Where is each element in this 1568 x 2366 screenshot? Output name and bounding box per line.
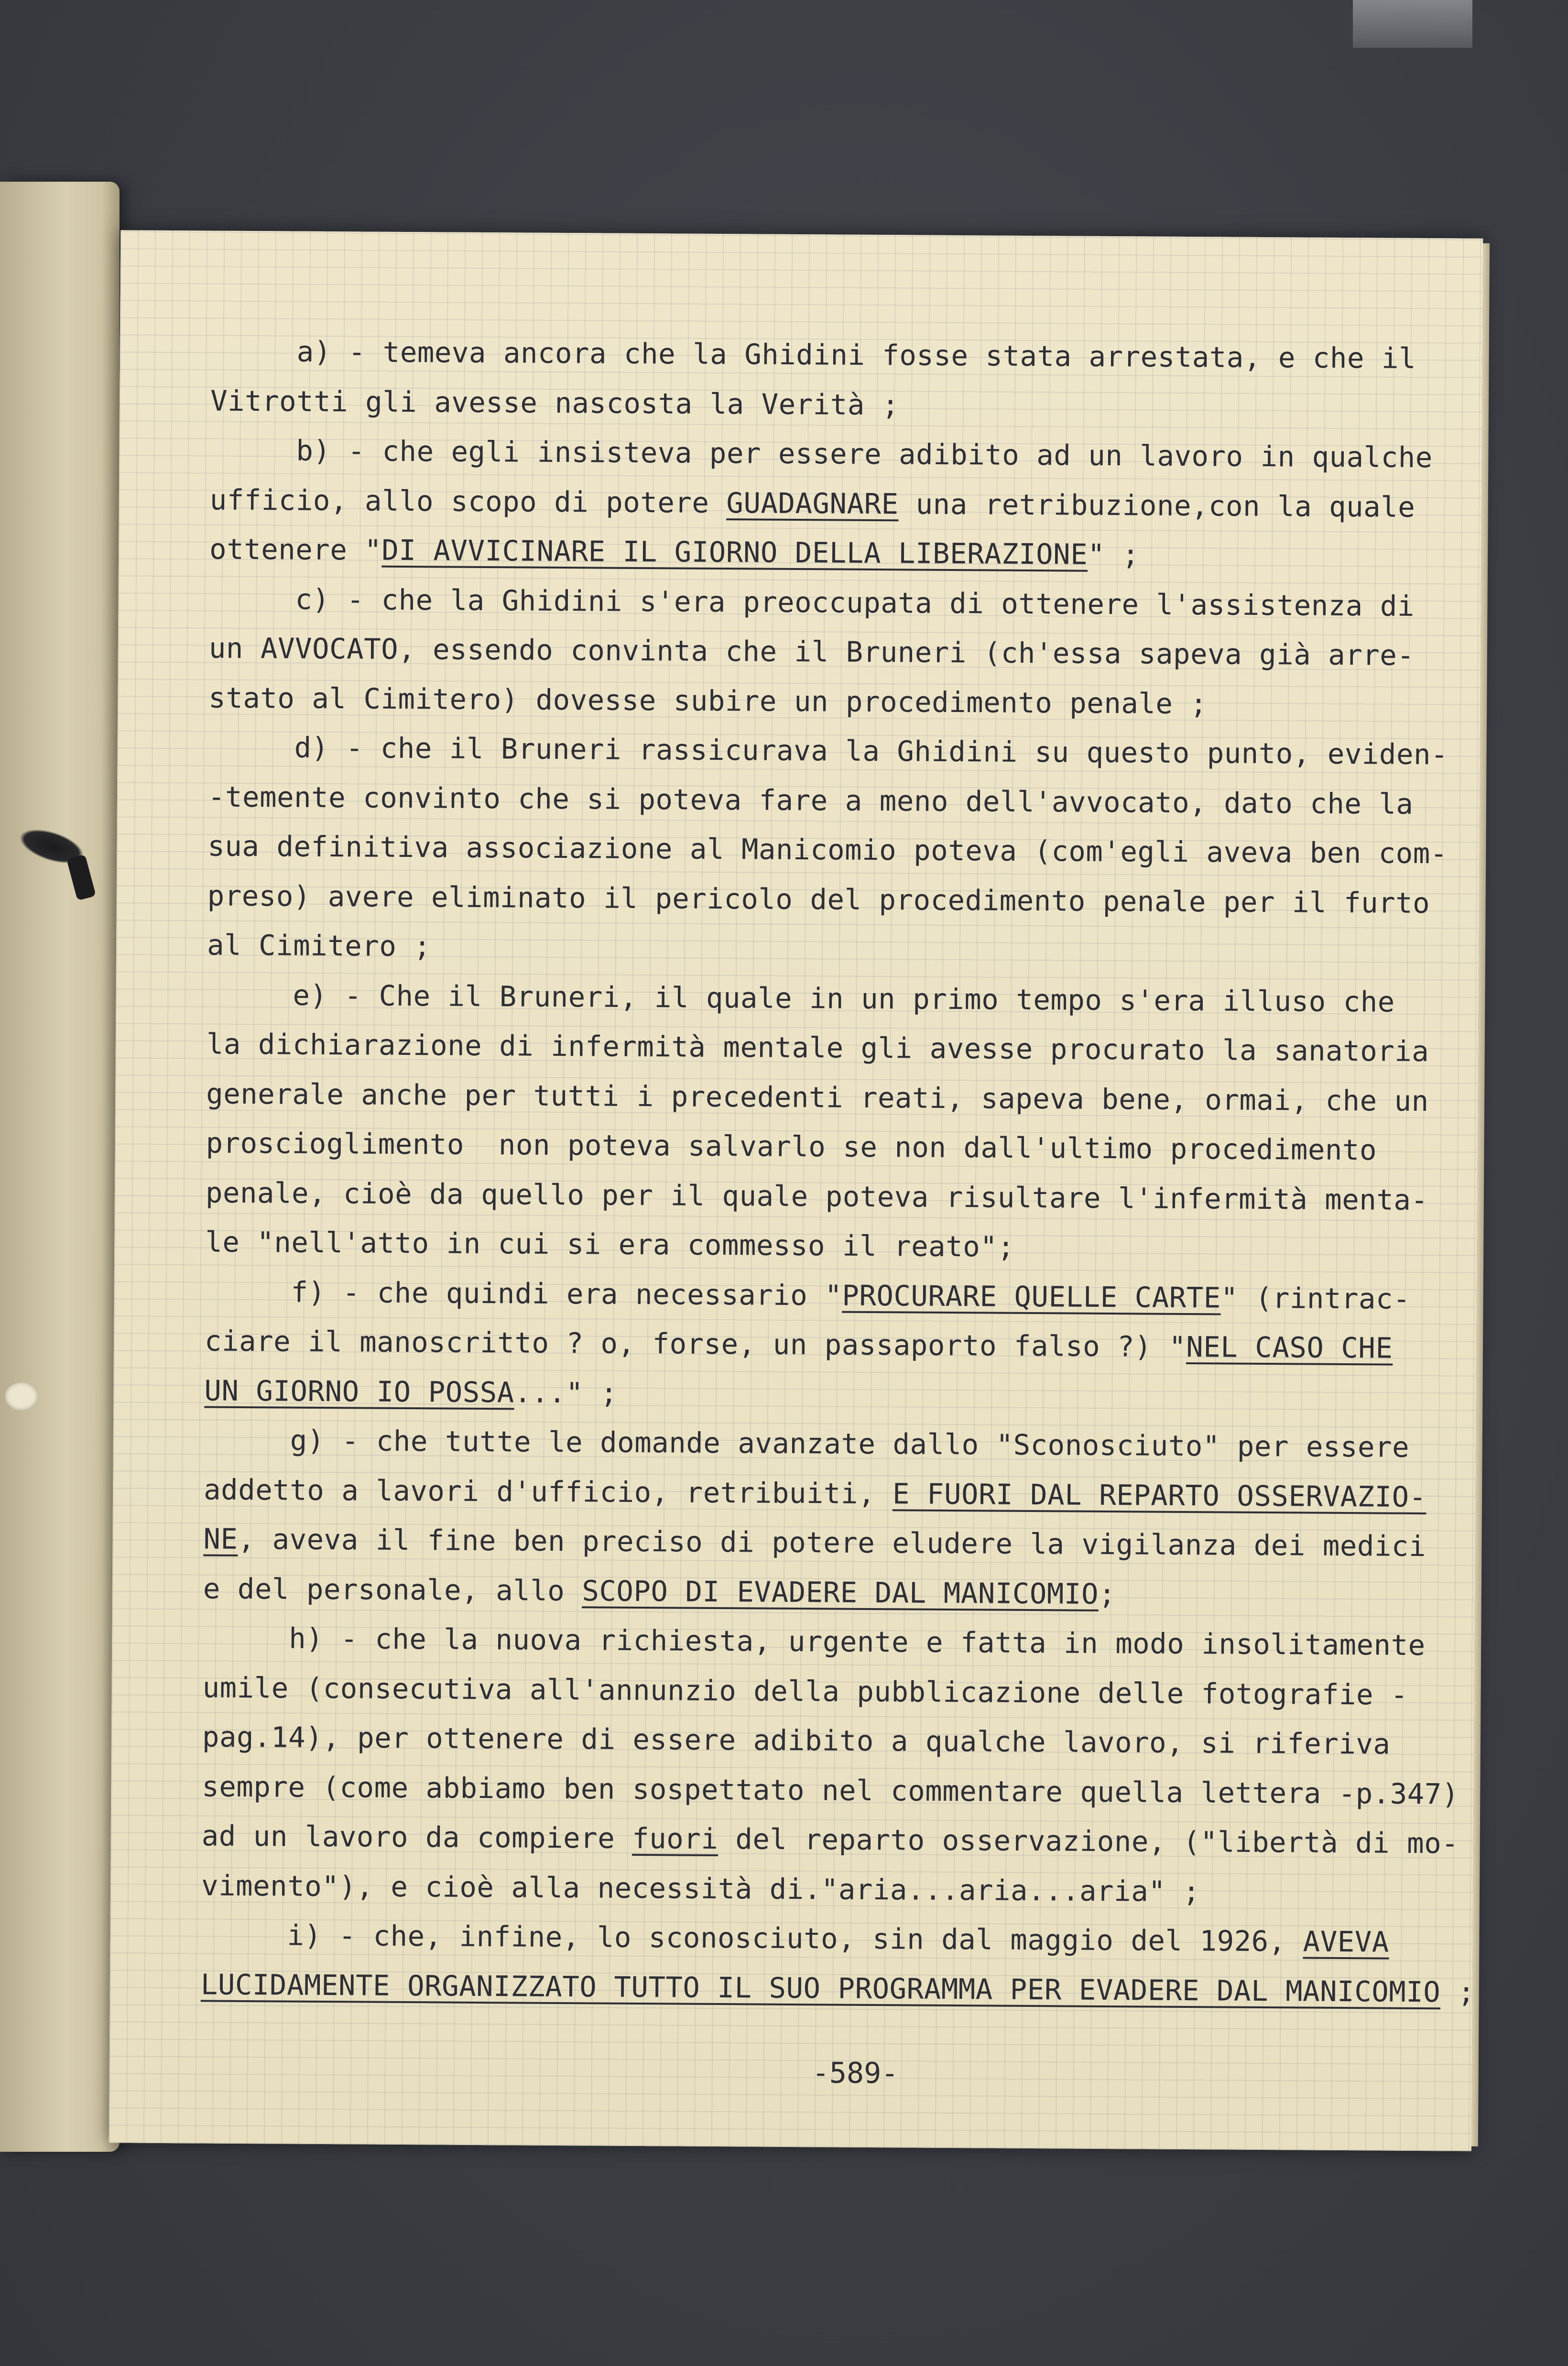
- text-segment: vimento"), e cioè alla necessità di."aria...aria...aria" ;: [201, 1868, 1200, 1908]
- page-number: -589-: [812, 2056, 899, 2091]
- text-segment: c) - che la Ghidini s'era preoccupata di ottenere l'assistenza di: [295, 582, 1415, 623]
- text-segment: una retribuzione,con la quale: [898, 487, 1416, 524]
- text-segment: ;: [1098, 1577, 1116, 1610]
- text-segment: del reparto osservazione, ("libertà di mo-: [718, 1822, 1459, 1860]
- text-segment: pag.14), per ottenere di essere adibito a qualche lavoro, si riferiva: [202, 1720, 1391, 1761]
- text-segment: le "nell'atto in cui si era commesso il reato";: [205, 1225, 1015, 1263]
- underlined-text: PROCURARE QUELLE CARTE: [842, 1279, 1221, 1314]
- text-segment: addetto a lavori d'ufficio, retribuiti,: [203, 1472, 893, 1510]
- text-line: [210, 326, 1454, 383]
- text-segment: g) - che tutte le domande avanzate dallo "Sconosciuto" per essere: [290, 1424, 1410, 1464]
- text-line: [207, 871, 1450, 928]
- text-segment: a) - temeva ancora che la Ghidini fosse stata arrestata, e che il: [296, 335, 1416, 375]
- text-line: [210, 425, 1453, 482]
- text-segment: un AVVOCATO, essendo convinta che il Bruneri (ch'essa sapeva già arre-: [208, 631, 1415, 672]
- text-segment: umile (consecutiva all'annunzio della pubblicazione delle fotografie -: [202, 1670, 1408, 1711]
- text-segment: ;: [1440, 1975, 1475, 2009]
- text-segment: ad un lavoro da compiere: [201, 1819, 632, 1855]
- text-line: [204, 1465, 1447, 1522]
- text-line: [209, 574, 1452, 631]
- text-line: [205, 1217, 1448, 1274]
- text-segment: sempre (come abbiamo ben sospettato nel commentare quella lettera -p.347): [202, 1769, 1459, 1810]
- text-segment: " ;: [1088, 537, 1140, 571]
- text-segment: proscioglimento non poteva salvarlo se non dall'ultimo procedimento: [206, 1126, 1377, 1167]
- underlined-text: AVEVA: [1303, 1925, 1389, 1959]
- text-line: [210, 376, 1454, 433]
- underlined-text: NEL CASO CHE: [1186, 1330, 1393, 1365]
- text-segment: , aveva il fine ben preciso di potere eludere la vigilanza dei medici: [238, 1522, 1426, 1563]
- text-segment: stato al Cimitero) dovesse subire un procedimento penale ;: [208, 680, 1208, 720]
- text-segment: e del personale, allo: [203, 1571, 582, 1607]
- text-line: [209, 475, 1453, 532]
- text-segment: h) - che la nuova richiesta, urgente e fatta in modo insolitamente: [289, 1621, 1426, 1662]
- underlined-text: UN GIORNO IO POSSA: [204, 1373, 515, 1409]
- text-line: [207, 920, 1450, 977]
- text-segment: generale anche per tutti i precedenti reati, sapeva bene, ormai, che un: [206, 1076, 1429, 1117]
- typed-text-body: [200, 326, 1475, 2016]
- text-line: [202, 1663, 1446, 1720]
- text-line: [209, 623, 1452, 680]
- text-segment: -temente convinto che si poteva fare a meno dell'avvocato, dato che la: [207, 779, 1414, 821]
- text-line: [201, 1861, 1445, 1917]
- underlined-text: SCOPO DI EVADERE DAL MANICOMIO: [582, 1574, 1099, 1610]
- text-line: [200, 1960, 1475, 2016]
- text-line: [208, 673, 1452, 730]
- text-segment: ciare il manoscritto ? o, forse, un passaporto falso ?) ": [204, 1324, 1187, 1363]
- text-line: [201, 1910, 1444, 1967]
- text-line: [204, 1415, 1447, 1472]
- underlined-text: DI AVVICINARE IL GIORNO DELLA LIBERAZIONE: [381, 533, 1088, 571]
- text-line: [209, 524, 1453, 581]
- text-segment: ufficio, allo scopo di potere: [209, 482, 727, 519]
- text-line: [206, 1118, 1449, 1175]
- text-segment: e) - Che il Bruneri, il quale in un primo tempo s'era illuso che: [293, 978, 1395, 1019]
- text-line: [205, 1267, 1448, 1324]
- text-line: [206, 1069, 1449, 1126]
- text-line: [207, 821, 1451, 878]
- text-segment: " (rintrac-: [1220, 1281, 1411, 1315]
- text-segment: al Cimitero ;: [207, 928, 431, 963]
- text-line: [202, 1762, 1459, 1818]
- underlined-text: NE: [203, 1522, 238, 1555]
- text-segment: ..." ;: [514, 1375, 618, 1410]
- underlined-text: LUCIDAMENTE ORGANIZZATO TUTTO IL SUO PROGRAMMA PER EVADERE DAL MANICOMIO: [200, 1967, 1441, 2008]
- text-line: [208, 722, 1451, 779]
- text-segment: preso) avere eliminato il pericolo del procedimento penale per il furto: [207, 878, 1430, 920]
- text-segment: penale, cioè da quello per il quale poteva risultare l'infermità menta-: [205, 1175, 1428, 1216]
- text-line: [203, 1613, 1446, 1670]
- text-segment: la dichiarazione di infermità mentale gli avesse procurato la sanatoria: [206, 1027, 1429, 1068]
- text-line: [202, 1712, 1446, 1769]
- text-segment: Vitrotti gli avesse nascosta la Verità ;: [210, 383, 900, 421]
- text-line: [201, 1811, 1459, 1868]
- text-line: [203, 1514, 1447, 1571]
- underlined-text: E FUORI DAL REPARTO OSSERVAZIO-: [892, 1477, 1426, 1513]
- underlined-text: fuori: [632, 1821, 719, 1856]
- text-line: [207, 1019, 1450, 1076]
- text-segment: sua definitiva associazione al Manicomio poteva (com'egli aveva ben com-: [207, 829, 1448, 870]
- underlined-text: GUADAGNARE: [726, 486, 899, 520]
- text-segment: i) - che, infine, lo sconosciuto, sin dal maggio del 1926,: [287, 1918, 1303, 1958]
- text-line: [206, 1168, 1449, 1225]
- clip-corner: [1353, 0, 1472, 48]
- text-line: [207, 970, 1450, 1027]
- text-segment: d) - che il Bruneri rassicurava la Ghidini su questo punto, eviden-: [294, 731, 1448, 771]
- text-line: [203, 1564, 1447, 1621]
- left-page-edge: [0, 182, 120, 2152]
- text-segment: b) - che egli insisteva per essere adibito ad un lavoro in qualche: [296, 434, 1433, 474]
- binding-hole: [5, 1382, 38, 1411]
- typed-page: [109, 230, 1483, 2151]
- text-line: [205, 1316, 1448, 1373]
- text-line: [204, 1366, 1448, 1423]
- text-segment: f) - che quindi era necessario ": [291, 1275, 842, 1312]
- text-segment: ottenere ": [209, 532, 382, 567]
- text-line: [208, 772, 1451, 829]
